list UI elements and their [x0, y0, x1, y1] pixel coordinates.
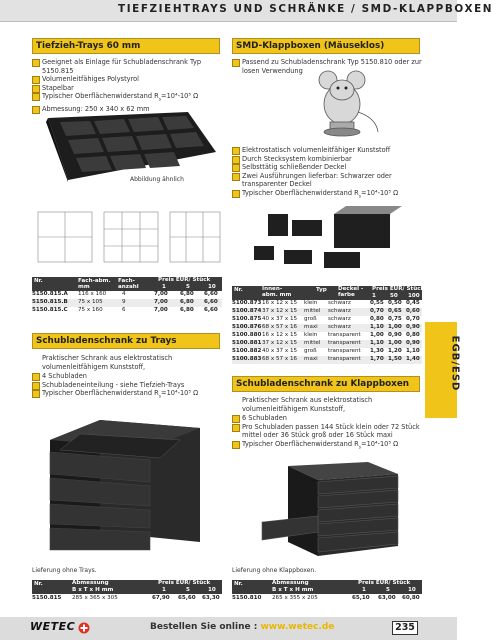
- col-header: Nr.: [34, 278, 43, 284]
- mouse-illustration: [298, 66, 386, 138]
- caption: Abbildung ähnlich: [130, 176, 184, 183]
- bullet-item: Schubladeneinteilung - siehe Tiefzieh-Trays: [32, 381, 224, 390]
- intro-text: Praktischer Schrank aus elektrostatisch volumenleitfähigem Kunststoff,: [42, 354, 173, 371]
- table-row: 5100.882 40 x 37 x 15 groß transparent 1,30 1,20 1,10: [232, 348, 420, 354]
- bullet-item: Elektrostatisch volumenleitfähiger Kunststoff: [232, 146, 424, 155]
- schub-trays-price-table: Nr. Abmessung B x T x H mm Preis EUR/ Stück 1 5 10 5150.815 285 x 365 x 305 67,90 65,60 63,30: [32, 580, 222, 604]
- table-row: 5150.815 285 x 365 x 305 67,90 65,60 63,30: [32, 595, 220, 601]
- cabinet-photo: [258, 460, 408, 560]
- table-row: 5100.875 40 x 37 x 15 groß schwarz 0,80 0,75 0,70: [232, 316, 420, 322]
- caption: Lieferung ohne Klappboxen.: [232, 567, 317, 574]
- bullet-item: Typischer Oberflächenwiderstand $R_s=10^4-10^5$ Ω: [32, 92, 222, 105]
- col-header: 10: [208, 284, 216, 290]
- table-row: 5150.815.A 116 x 160 4 7,00 6,80 6,60: [32, 291, 218, 297]
- bullet-item: Pro Schubladen passen 144 Stück klein oder 72 Stück mittel oder 36 Stück groß oder 16 Stück maxi: [232, 423, 424, 440]
- table-row: 5100.881 37 x 12 x 15 mittel transparent 1,10 1,00 0,90: [232, 340, 422, 348]
- bullet-item: 6 Schubladen: [232, 414, 424, 423]
- technical-drawings: [32, 208, 224, 268]
- bullet-item: Durch Stecksystem kombinierbar: [232, 155, 424, 164]
- table-row: 5100.876 68 x 57 x 16 maxi schwarz 1,10 1,00 0,90: [232, 324, 422, 332]
- bullet-item: Stapelbar: [32, 84, 222, 93]
- smd-bullets: [232, 146, 424, 202]
- smd-price-table: Nr. Innen-abm. mm Typ Deckel -farbe Preis EUR/ Stück 1 50 100 5100.873 16 x 12 x 15 klein schwarz 0,55 0,50 0,45 5100.874 37 x 12 x 15 mittel schwarz 0,70 0,65 0,60 5100.875 40 x 37 x 15 groß schwarz 0,80 0,75 0,70 5100.876 68 x 57 x 16 maxi schwarz 1,10 1,00 0,90 5100.880 16 x 12 x 15 klein transparent 1,00 0,90 0,80 5100.881 37 x 12 x 15 mittel transparent 1,10 1,00 0,90 5100.882 40 x 37 x 15 groß transparent 1,30 1,20 1,10 5100.883 68 x 57 x 16 maxi transparent 1,70 1,50 1,40: [232, 286, 425, 362]
- table-row: 5100.883 68 x 57 x 16 maxi transparent 1,70 1,50 1,40: [232, 356, 422, 364]
- section-heading-schub-klapp: Schubladenschrank zu Klappboxen: [232, 376, 420, 392]
- schub-trays-bullets: [32, 372, 224, 402]
- bullet-item: Typischer Oberflächenwiderstand $R_s=10^4-10^5$ Ω: [232, 189, 424, 202]
- page-title: TIEFZIEHTRAYS UND SCHRÄNKE / SMD-KLAPPBOXEN: [118, 3, 493, 15]
- bullet-item: Zwei Ausführungen lieferbar: Schwarzer oder transparenter Deckel: [232, 172, 424, 189]
- table-row: 5100.873 16 x 12 x 15 klein schwarz 0,55 0,50 0,45: [232, 300, 420, 306]
- table-row: 5100.880 16 x 12 x 15 klein transparent 1,00 0,90 0,80: [232, 332, 420, 338]
- table-row: 5150.810 265 x 355 x 205 65,10 63,00 60,80: [232, 595, 420, 601]
- bullet-item: Selbsttätig schließender Deckel: [232, 163, 424, 172]
- col-header: Fach-abm. mm: [78, 278, 111, 290]
- section-heading-smd: SMD-Klappboxen (Mäuseklos): [232, 38, 420, 54]
- caption: Lieferung ohne Trays.: [32, 567, 97, 574]
- logo-mark-icon: [78, 622, 90, 634]
- cabinet-photo: [40, 410, 210, 560]
- section-heading-tiefzieh: Tiefzieh-Trays 60 mm: [32, 38, 220, 54]
- bullet-item: Typischer Oberflächenwiderstand $R_s=10^4-10^5$ Ω: [232, 440, 424, 453]
- footer-url-link[interactable]: www.wetec.de: [260, 622, 335, 632]
- bullet-item: 4 Schubladen: [32, 372, 224, 381]
- bullet-item: Geeignet als Einlage für Schubladenschrank Typ 5150.815: [32, 58, 222, 75]
- section-heading-schub-trays: Schubladenschrank zu Trays: [32, 333, 220, 349]
- schub-klapp-bullets: [232, 414, 424, 453]
- wetec-logo: WETEC: [30, 620, 76, 633]
- bullet-item: Volumenleitfähiges Polystyrol: [32, 75, 222, 84]
- table-row: 5100.874 37 x 12 x 15 mittel schwarz 0,70 0,65 0,60: [232, 308, 422, 316]
- tray-photo: [38, 110, 218, 182]
- table-row: 5150.815.C 75 x 160 6 7,00 6,80 6,60: [32, 307, 218, 313]
- tiefzieh-bullets: [32, 58, 222, 114]
- bullet-item: Typischer Oberflächenwiderstand $R_s=10^4-10^5$ Ω: [32, 389, 224, 402]
- schub-klapp-price-table: Nr. Abmessung B x T x H mm Preis EUR/ Stück 1 5 10 5150.810 265 x 355 x 205 65,10 63,00 60,80: [232, 580, 422, 604]
- bullet-item: Abmessung: 250 x 340 x 62 mm: [32, 105, 222, 114]
- side-tab-label: EGB/ESD: [449, 335, 461, 392]
- table-row: 5150.815.B 75 x 105 9 7,00 6,80 6,60: [32, 299, 222, 307]
- col-header: Preis EUR/ Stück: [158, 277, 211, 283]
- col-header: 5: [186, 284, 190, 290]
- col-header: Fach-anzahl: [118, 278, 139, 290]
- intro-text: Praktischer Schrank aus elektrostatisch volumenleitfähigem Kunststoff,: [242, 396, 373, 413]
- tiefzieh-price-table: [32, 277, 222, 315]
- footer-text: Bestellen Sie online : www.wetec.de: [150, 622, 335, 632]
- smd-boxes-photo: [240, 206, 415, 276]
- col-header: 1: [162, 284, 166, 290]
- side-tab-egb-esd: [425, 322, 461, 418]
- bullet-item: Passend zu Schubladenschrank Typ 5150.810 oder zur losen Verwendung: [232, 58, 422, 75]
- page-number: 235: [392, 621, 418, 635]
